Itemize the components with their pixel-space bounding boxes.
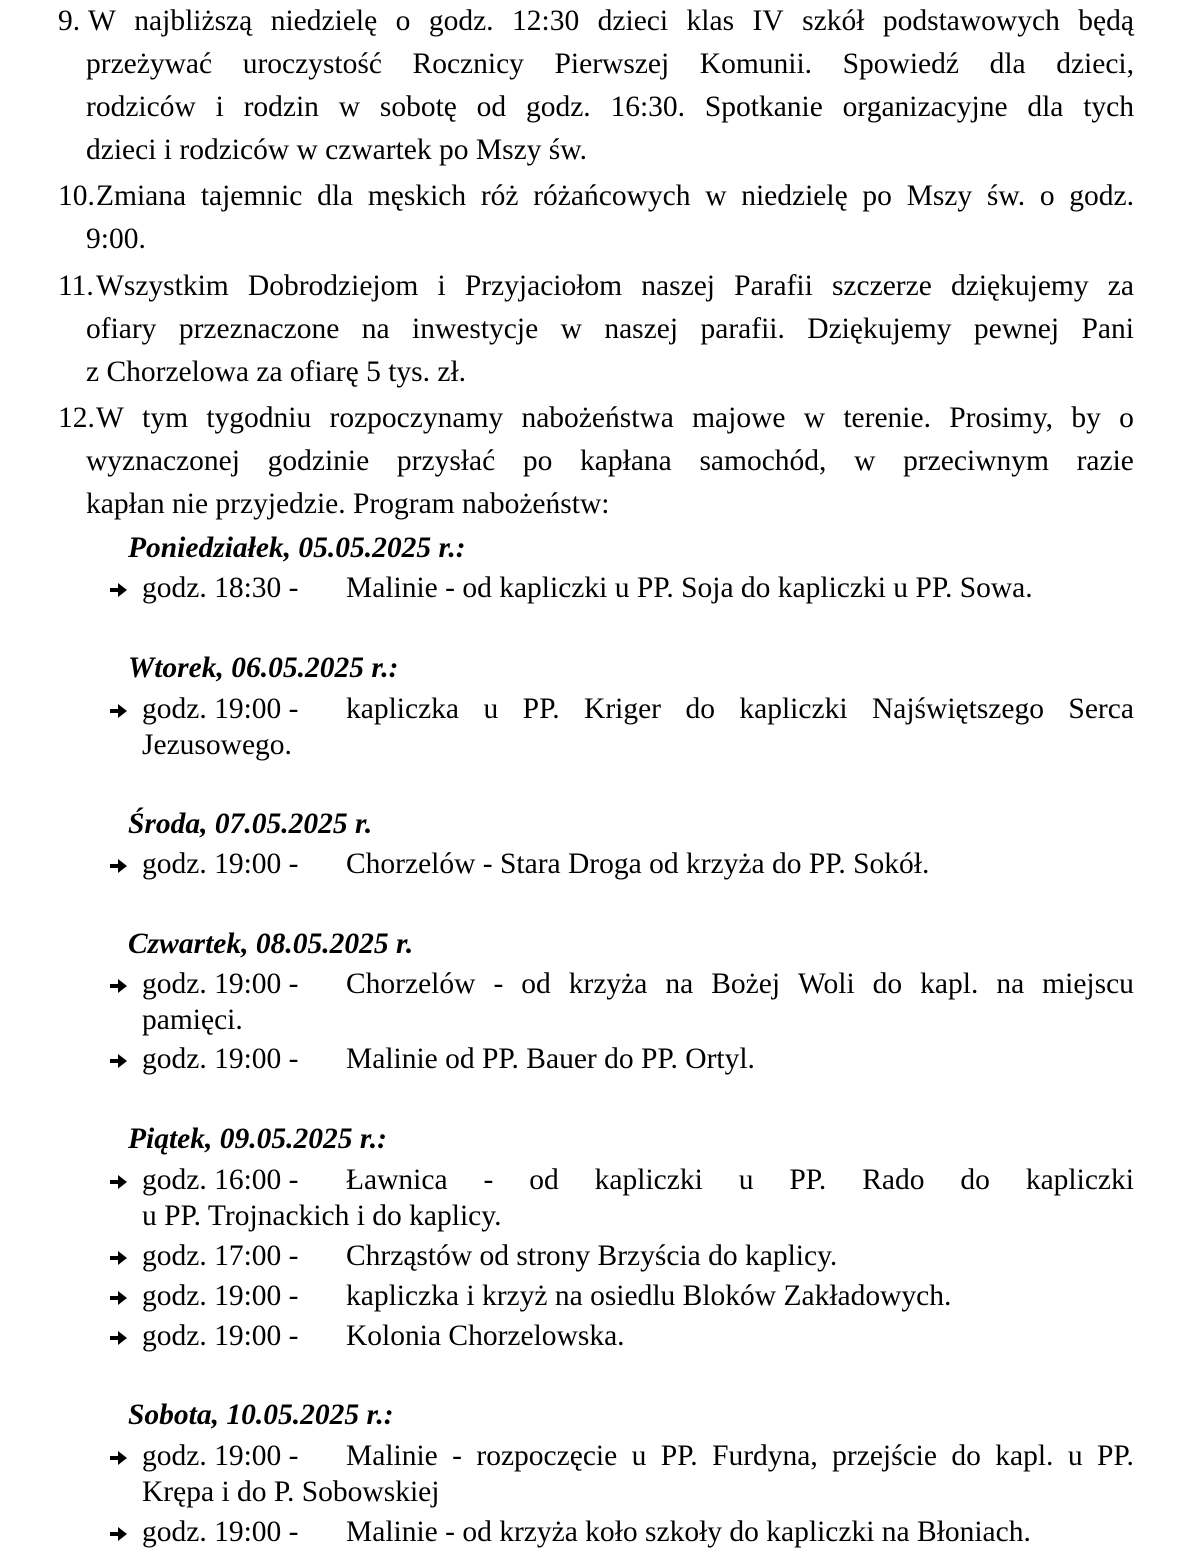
day-heading: Piątek, 09.05.2025 r.: [128,1123,387,1155]
entry-time: godz. 19:00 - [142,1320,299,1352]
announcement-item [58,0,1134,172]
entry-place: Malinie - rozpoczęcie u PP. Furdyna, przejście do kapl. u PP. [346,1440,1134,1472]
arrow-right-icon [108,1280,130,1316]
text-line: dzieci i rodziców w czwartek po Mszy św. [86,134,588,166]
arrow-right-icon [108,1164,130,1200]
entry-time: godz. 19:00 - [142,968,299,1000]
entry-continuation: Krępa i do P. Sobowskiej [142,1476,440,1508]
arrow-right-icon [108,693,130,729]
entry-time: godz. 19:00 - [142,848,299,880]
item-text [88,0,1134,43]
arrow-right-icon [108,572,130,608]
text-line: kapłan nie przyjedzie. Program nabożeństw: [86,488,610,520]
entry-time: godz. 19:00 - [142,1516,299,1548]
entry-place: kapliczka u PP. Kriger do kapliczki Najświętszego Serca [346,693,1134,725]
entry-place: kapliczka i krzyż na osiedlu Bloków Zakładowych. [346,1280,952,1312]
text-line: W tym tygodniu rozpoczynamy nabożeństwa majowe w terenie. Prosimy, by o [96,402,1134,434]
day-heading: Środa, 07.05.2025 r. [128,808,373,840]
text-line: wyznaczonej godzinie przysłać po kapłana samochód, w przeciwnym razie [86,445,1134,477]
text-line: przeżywać uroczystość Rocznicy Pierwszej Komunii. Spowiedź dla dzieci, [86,48,1134,80]
item-number: 9. [58,5,81,37]
item-number: 10. [58,180,95,212]
entry-time: godz. 18:30 - [142,572,299,604]
entry-continuation: Jezusowego. [142,729,292,761]
entry-time: godz. 16:00 - [142,1164,299,1196]
text-line: ofiary przeznaczone na inwestycje w naszej parafii. Dziękujemy pewnej Pani [86,313,1134,345]
arrow-right-icon [108,968,130,1004]
entry-time: godz. 19:00 - [142,1043,299,1075]
text-line: rodziców i rodzin w sobotę od godz. 16:30. Spotkanie organizacyjne dla tych [86,91,1134,123]
day-heading: Sobota, 10.05.2025 r.: [128,1399,394,1431]
entry-time: godz. 19:00 - [142,1280,299,1312]
entry-time: godz. 17:00 - [142,1240,299,1272]
arrow-right-icon [108,1516,130,1552]
entry-continuation: u PP. Trojnackich i do kaplicy. [142,1200,502,1232]
arrow-right-icon [108,1320,130,1356]
arrow-right-icon [108,1440,130,1476]
entry-place: Chorzelów - od krzyża na Bożej Woli do kapl. na miejscu [346,968,1134,1000]
text-line: 9:00. [86,223,146,255]
entry-place: Malinie od PP. Bauer do PP. Ortyl. [346,1043,755,1075]
arrow-right-icon [108,1240,130,1276]
text-line: z Chorzelowa za ofiarę 5 tys. zł. [86,356,467,388]
arrow-right-icon [108,1043,130,1079]
announcement-item [58,265,1134,394]
entry-place: Ławnica - od kapliczki u PP. Rado do kapliczki [346,1164,1134,1196]
entry-place: Chorzelów - Stara Droga od krzyża do PP. Sokół. [346,848,930,880]
text-line: Wszystkim Dobrodziejom i Przyjaciołom naszej Parafii szczerze dziękujemy za [96,270,1134,302]
text-line: Zmiana tajemnic dla męskich róż różańcowych w niedzielę po Mszy św. o godz. [96,180,1134,212]
day-heading: Czwartek, 08.05.2025 r. [128,928,414,960]
entry-place: Kolonia Chorzelowska. [346,1320,625,1352]
entry-place: Chrząstów od strony Brzyścia do kaplicy. [346,1240,838,1272]
text-line: W najbliższą niedzielę o godz. 12:30 dzieci klas IV szkół podstawowych będą [88,5,1134,37]
item-number: 11. [58,270,94,302]
entry-time: godz. 19:00 - [142,1440,299,1472]
item-number: 12. [58,402,95,434]
announcement-item [58,397,1134,526]
entry-continuation: pamięci. [142,1004,243,1036]
day-heading: Poniedziałek, 05.05.2025 r.: [128,532,466,564]
day-heading: Wtorek, 06.05.2025 r.: [128,652,399,684]
entry-time: godz. 19:00 - [142,693,299,725]
announcement-item [58,175,1134,261]
arrow-right-icon [108,848,130,884]
entry-place: Malinie - od krzyża koło szkoły do kapliczki na Błoniach. [346,1516,1031,1548]
entry-place: Malinie - od kapliczki u PP. Soja do kapliczki u PP. Sowa. [346,572,1033,604]
